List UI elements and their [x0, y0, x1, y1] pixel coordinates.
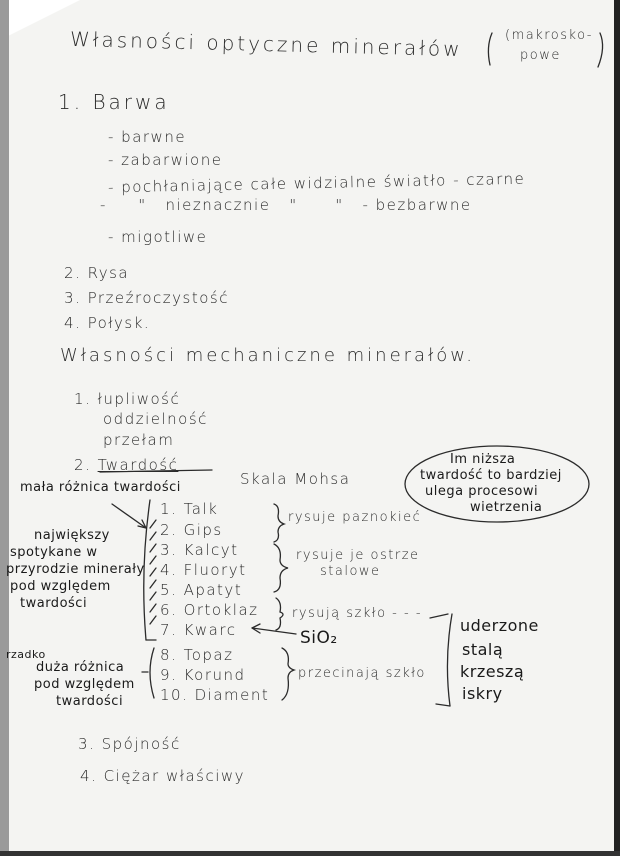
mohs-item-9: 9. Korund: [160, 666, 246, 684]
left-note-bottom-2: pod względem: [34, 677, 135, 692]
barwa-item-1: - barwne: [108, 128, 187, 146]
mech-item-oddzielnosc: oddzielność: [103, 410, 208, 428]
group-2-note-line2: stalowe: [320, 564, 381, 579]
left-note-bottom-1: duża różnica: [36, 660, 125, 675]
bubble-note-line2: twardość to bardziej: [420, 468, 562, 483]
left-note-bottom-3: twardości: [56, 694, 124, 709]
mech-item-3: 3. Spójność: [78, 735, 181, 753]
page-title: Własności optyczne minerałów: [69, 26, 463, 62]
optical-item-4: 4. Połysk.: [64, 314, 151, 332]
optical-item-3: 3. Przeźroczystość: [64, 289, 229, 307]
bubble-note-line3: ulega procesowi: [425, 484, 539, 499]
left-note-mid-4: pod względem: [10, 579, 111, 594]
group-4-note: przecinają szkło: [298, 666, 426, 681]
barwa-item-5: - migotliwe: [108, 228, 208, 246]
mohs-item-8: 8. Topaz: [160, 646, 234, 664]
mohs-item-1: 1. Talk: [160, 500, 219, 518]
group-1-note: rysuje paznokieć: [288, 510, 422, 525]
mohs-item-7: 7. Kwarc: [160, 621, 237, 639]
quartz-formula: SiO₂: [300, 628, 338, 648]
optical-item-1: 1. Barwa: [58, 90, 170, 114]
bubble-note-line1: Im niższa: [450, 452, 516, 467]
mohs-item-10: 10. Diament: [160, 686, 270, 704]
mohs-item-6: 6. Ortoklaz: [160, 601, 259, 619]
left-note-mid-3: przyrodzie minerały: [6, 562, 145, 577]
mech-item-2: 2. Twardość: [74, 456, 179, 474]
left-note-mid-1: największy: [34, 528, 110, 543]
barwa-item-3: - pochłaniające całe widzialne światło - czarne: [107, 169, 526, 197]
mech-title: Własności mechaniczne minerałów.: [60, 345, 476, 366]
group-2-note-line1: rysuje je ostrze: [296, 548, 420, 563]
right-note-line4: iskry: [462, 684, 503, 703]
mech-item-przelam: przełam: [103, 431, 175, 449]
scale-title: Skala Mohsa: [240, 470, 351, 488]
mech-item-4: 4. Ciężar właściwy: [80, 767, 246, 785]
right-note-line3: krzeszą: [460, 662, 525, 681]
left-note-top: mała różnica twardości: [20, 480, 181, 495]
right-note-line2: stalą: [462, 640, 504, 659]
barwa-item-2: - zabarwione: [108, 151, 223, 169]
group-3-note: rysują szkło - - -: [292, 606, 423, 621]
bubble-note-line4: wietrzenia: [470, 500, 543, 515]
barwa-item-4: - " nieznacznie " " - bezbarwne: [100, 196, 472, 214]
optical-item-2: 2. Rysa: [64, 264, 130, 282]
right-note-line1: uderzone: [460, 616, 539, 635]
mohs-item-3: 3. Kalcyt: [160, 541, 239, 559]
left-note-mid-2: spotykane w: [10, 545, 98, 560]
left-note-bottom-prefix: rzadko: [6, 648, 46, 661]
mohs-item-5: 5. Apatyt: [160, 581, 243, 599]
mohs-item-4: 4. Fluoryt: [160, 561, 247, 579]
title-note-line2: powe: [520, 48, 561, 63]
mohs-item-2: 2. Gips: [160, 521, 223, 539]
left-note-mid-5: twardości: [20, 596, 88, 611]
mech-item-1: 1. łupliwość: [74, 390, 181, 408]
title-note-line1: (makrosko-: [505, 28, 593, 43]
